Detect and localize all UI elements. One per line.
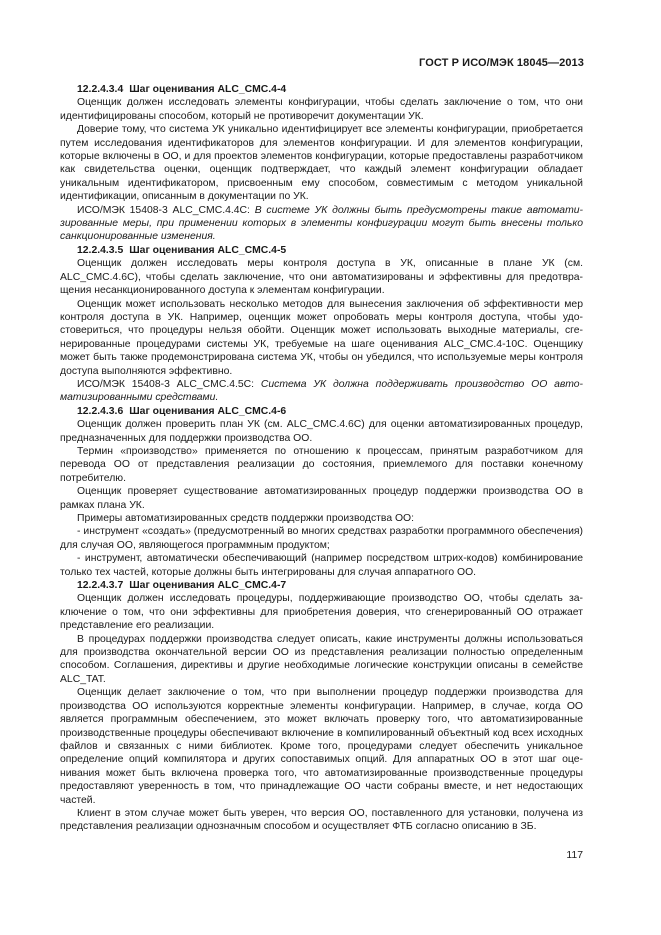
section-number: 12.2.4.3.5	[77, 244, 124, 256]
body-paragraph: Оценщик должен исследовать меры контроля доступа в УК, описанные в плане УК (см. ALC_CMC.4.6C), чтобы сделать заключение, что они автоматизированы и эффективны для предотвращения несанкционированного доступа к элементам конфигурации.	[60, 258, 583, 297]
section-title: Шаг оценивания ALC_CMC.4-6	[129, 405, 287, 417]
reference-code: ИСО/МЭК 15408-3 ALC_CMC.4.5C:	[77, 378, 261, 390]
section-heading	[60, 579, 583, 592]
body-paragraph: Доверие тому, что система УК уникально идентифицирует все элементы конфигурации, приобретается путем исследования идентификаторов для элементов конфигурации. И для элементов конфигурации, которые включены в ОО, и для проектов элементов конфигурации, которые предоставлены разработчиком как свидетельства оценки, оценщик подтверждает, что каждый элемент конфигурации обладает уникальным идентификатором, присвоенным ему способом, совместимым с методом уникальной идентификации, описанным в документации по УК.	[60, 124, 583, 203]
page-number: 117	[566, 850, 583, 861]
section-heading	[60, 405, 583, 418]
reference-text: В системе УК должны быть предусмотрены такие автоматизированные меры, при применении которых в элементы конфигурации могут быть внесены только санкционированные изменения.	[60, 204, 583, 243]
section-title: Шаг оценивания ALC_CMC.4-5	[129, 244, 287, 256]
body-paragraph: Примеры автоматизированных средств поддержки производства ОО:	[77, 513, 415, 524]
body-paragraph: - инструмент, автоматически обеспечивающий (например посредством штрих-кодов) комбинирование только тех частей, которые должны быть интегрированы для случая аппаратного ОО.	[60, 553, 583, 578]
standard-reference-paragraph	[60, 204, 583, 244]
body-paragraph: Оценщик проверяет существование автоматизированных процедур поддержки производства ОО в рамках плана УК.	[60, 486, 583, 511]
reference-code: ИСО/МЭК 15408-3 ALC_CMC.4.4C:	[77, 204, 255, 216]
section-heading	[60, 244, 583, 257]
body-paragraph: Оценщик может использовать несколько методов для вынесения заключения об эффективности мер контроля доступа в УК. Например, оценщик может опробовать меры контроля доступа, чтобы удостовериться, что процедуры нельзя обойти. Оценщик может использовать выходные материалы, сгенерированные процедурами системы УК, требуемые на шаге оценивания ALC_CMC.4-10C. Оценщику может быть также продемонстрирована система УК, чтобы он убедился, что используемые меры контроля доступа выполняются эффективно.	[60, 298, 583, 377]
section-heading	[60, 83, 583, 96]
body-paragraph: Оценщик делает заключение о том, что при выполнении процедур поддержки производства для производства ОО используются корректные элементы конфигурации. Например, в случае, когда ОО является программным обеспечением, это может включать проверку того, что автоматизированные производственные процедуры обеспечивают включение в компилированный объектный код всех исходных файлов и связанных с ними библиотек. Кроме того, процедурами следует обеспечить уникальное определение опций компилятора и других сопоставимых опций. Для аппаратных ОО в этот шаг оценивания может быть включена проверка того, что автоматизированные производственные процедуры предоставляют уверенность в том, что принадлежащие ОО части собраны вместе, и нет недостающих частей.	[60, 687, 583, 806]
body-paragraph: Оценщик должен проверить план УК (см. ALC_CMC.4.6C) для оценки автоматизированных процедур, предназначенных для поддержки производства ОО.	[60, 419, 583, 444]
body-paragraph: Оценщик должен исследовать процедуры, поддерживающие производство ОО, чтобы сделать заключение о том, что они эффективны для приобретения доверия, что сгенерированный ОО отражает представление его реализации.	[60, 593, 583, 632]
body-paragraph: В процедурах поддержки производства следует описать, какие инструменты должны использоваться для производства окончательной версии ОО из представления реализации полностью определенным способом. Соглашения, директивы и другие необходимые логические конструкции описаны в семействе ALC_TAT.	[60, 633, 583, 685]
standard-reference-paragraph	[60, 378, 583, 405]
standard-header: ГОСТ Р ИСО/МЭК 18045—2013	[419, 57, 584, 69]
section-number: 12.2.4.3.6	[77, 405, 124, 417]
section-title: Шаг оценивания ALC_CMC.4-4	[129, 84, 287, 95]
section-title: Шаг оценивания ALC_CMC.4-7	[129, 580, 287, 592]
reference-text: Система УК должна поддерживать производство ОО автоматизированными средствами.	[60, 378, 583, 404]
body-paragraph: Оценщик должен исследовать элементы конфигурации, чтобы сделать заключение о том, что они идентифицированы способом, который не противоречит документации УК.	[60, 97, 583, 122]
section-number: 12.2.4.3.4	[77, 84, 124, 95]
document-body	[60, 83, 583, 834]
section-number: 12.2.4.3.7	[77, 580, 124, 592]
body-paragraph: - инструмент «создать» (предусмотренный во многих средствах разработки программного обеспечения) для случая ОО, являющегося программным продуктом;	[60, 526, 583, 551]
body-paragraph: Клиент в этом случае может быть уверен, что версия ОО, поставленного для установки, получена из представления реализации однозначным способом и осуществляет ФТБ согласно описанию в ЗБ.	[60, 807, 583, 833]
body-paragraph: Термин «производство» применяется по отношению к процессам, принятым разработчиком для перевода ОО от представления реализации до состояния, приемлемого для поставки конечному потребителю.	[60, 445, 583, 484]
